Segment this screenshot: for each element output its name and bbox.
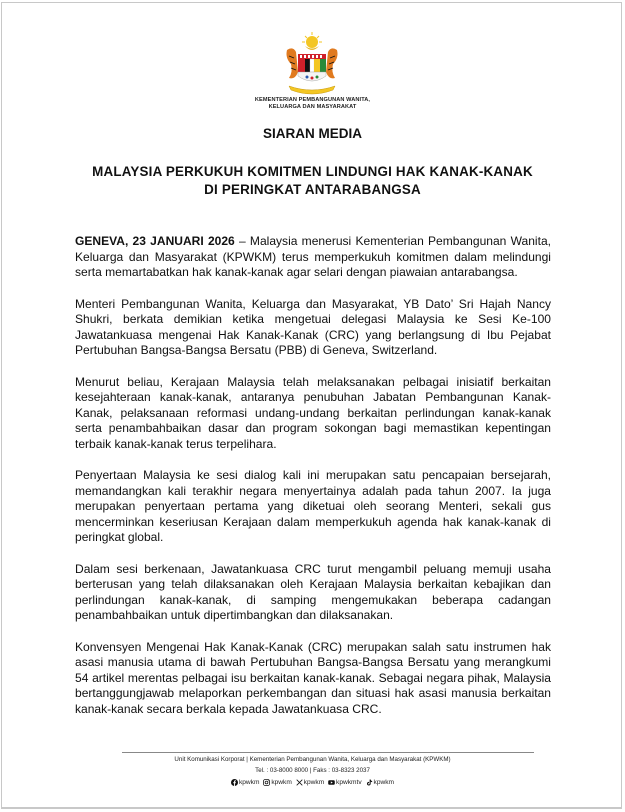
paragraph: Penyertaan Malaysia ke sesi dialog kali ini merupakan satu pencapaian bersejarah, memandangkan kali terakhir negara menyertainya adalah pada tahun 2007. Ia juga merupakan penyertaan pertama yang diketuai oleh seorang Menteri, sekali gus mencerminkan keseriusan Kerajaan dalam memperkukuh agenda hak kanak-kanak di peringkat global. bbox=[75, 468, 551, 544]
document-type-heading: SIARAN MEDIA bbox=[262, 126, 362, 141]
press-release-body bbox=[75, 234, 551, 733]
paragraph: Dalam sesi berkenaan, Jawatankuasa CRC turut mengambil peluang memuji usaha berterusan yang telah dilaksanakan oleh Kerajaan Malaysia berkaitan kebajikan dan perlindungan kanak-kanak, di samping mengemukakan beberapa cadangan penambahbaikan untuk dipertimbangkan dan dilaksanakan. bbox=[75, 561, 551, 622]
facebook-handle: kpwkm bbox=[238, 779, 260, 786]
instagram-handle: kpwkm bbox=[271, 779, 292, 786]
youtube-handle: kpwkmtv bbox=[336, 779, 362, 786]
paragraph: Menurut beliau, Kerajaan Malaysia telah melaksanakan pelbagai inisiatif berkaitan kesejahteraan kanak-kanak, antaranya penubuhan Jabatan Pembangunan Kanak-Kanak, pelaksanaan reformasi undang-undang berkaitan perlindungan kanak-kanak serta penambahbaikan dasar dan program sokongan bagi memastikan kepentingan terbaik kanak-kanak terus terpelihara. bbox=[75, 374, 551, 451]
social-media-links bbox=[0, 779, 625, 788]
social-instagram[interactable] bbox=[263, 779, 292, 786]
press-release-title bbox=[40, 163, 585, 199]
social-x[interactable] bbox=[296, 779, 325, 786]
instagram-icon bbox=[263, 779, 270, 786]
title-line2: DI PERINGKAT ANTARABANGSA bbox=[204, 182, 421, 197]
footer-contact-line: Tel. : 03-8000 8000 | Faks : 03-8323 2037 bbox=[255, 767, 370, 774]
tiktok-icon bbox=[366, 779, 373, 786]
facebook-icon bbox=[231, 779, 238, 786]
social-tiktok[interactable] bbox=[366, 779, 395, 786]
paragraph: Konvensyen Mengenai Hak Kanak-Kanak (CRC) merupakan salah satu instrumen hak asasi manusia utama di bawah Pertubuhan Bangsa-Bangsa Bersatu yang merangkumi 54 artikel merentas pelbagai isu berkaitan kanak-kanak. Sebagai negara pihak, Malaysia bertanggungjawab melaporkan perkembangan dan situasi hak asasi manusia berkaitan kanak-kanak secara berkala kepada Jawatankuasa CRC. bbox=[75, 639, 551, 716]
paragraph: Menteri Pembangunan Wanita, Keluarga dan Masyarakat, YB Dato’ Sri Hajah Nancy Shukri, berkata demikian ketika mengetuai delegasi Malaysia ke Sesi Ke-100 Jawatankuasa mengenai Hak Kanak-Kanak (CRC) yang berlangsung di Ibu Pejabat Pertubuhan Bangsa-Bangsa Bersatu (PBB) di Geneva, Switzerland. bbox=[75, 296, 551, 357]
footer-divider bbox=[122, 752, 534, 753]
ministry-name-line2: KELUARGA DAN MASYARAKAT bbox=[268, 104, 357, 110]
social-youtube[interactable] bbox=[328, 779, 362, 786]
footer-unit-line: Unit Komunikasi Korporat | Kementerian Pembangunan Wanita, Keluarga dan Masyarakat (KPWKM) bbox=[174, 756, 451, 763]
ministry-name bbox=[200, 97, 425, 111]
dateline: GENEVA, 23 JANUARI 2026 bbox=[75, 234, 235, 248]
coat-of-arms-icon bbox=[283, 28, 341, 98]
paragraph-lead bbox=[75, 234, 551, 281]
x-icon bbox=[296, 779, 303, 786]
youtube-icon bbox=[328, 779, 335, 786]
ministry-name-line1: KEMENTERIAN PEMBANGUNAN WANITA, bbox=[254, 97, 371, 103]
title-line1: MALAYSIA PERKUKUH KOMITMEN LINDUNGI HAK KANAK-KANAK bbox=[92, 164, 533, 179]
lead-text: – Malaysia menerusi Kementerian Pembangunan Wanita, Keluarga dan Masyarakat (KPWKM) terus memperkukuh komitmen dalam melindungi serta memartabatkan hak kanak-kanak agar selari dengan piawaian antarabangsa. bbox=[75, 234, 551, 279]
x-handle: kpwkm bbox=[303, 779, 325, 786]
social-facebook[interactable] bbox=[231, 779, 260, 786]
tiktok-handle: kpwkm bbox=[373, 779, 395, 786]
